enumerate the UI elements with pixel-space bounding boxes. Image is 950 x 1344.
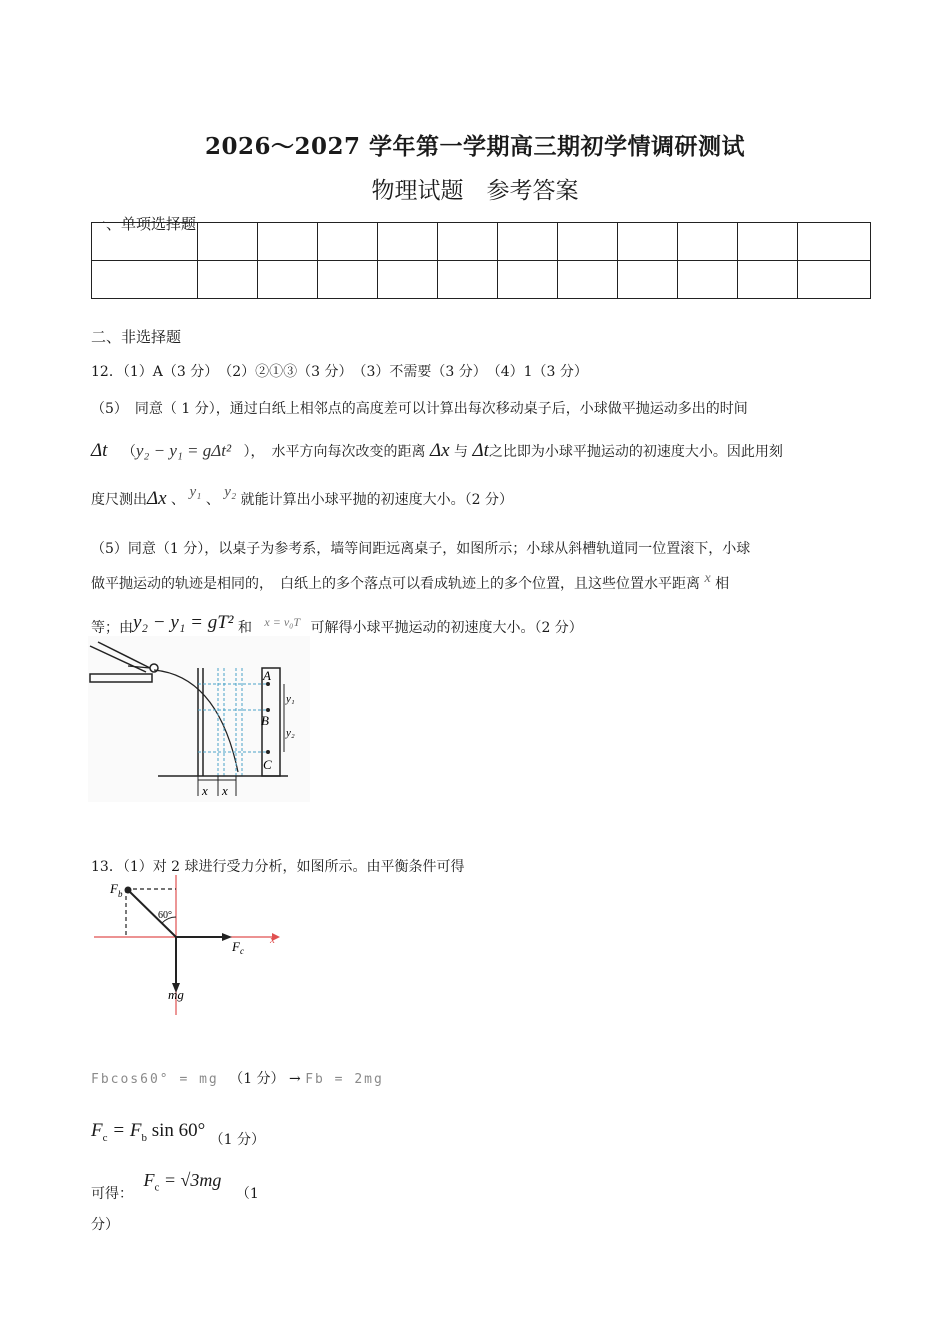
answer-cell [678, 223, 738, 261]
q13-eq3 [91, 1170, 259, 1202]
answer-cell [92, 261, 198, 299]
answer-cell [798, 261, 871, 299]
mg-label: mg [168, 987, 184, 1002]
equation-fc-root3-mg: $F_c = √3mg$ [143, 1170, 222, 1194]
section1-heading: 一、单项选择题 [91, 215, 197, 233]
equation-gT2: y₂ − y₁ = gT² [133, 612, 234, 633]
answer-cell [438, 223, 498, 261]
q12-line1: 12．（1）A（3 分） （2）②①③（3 分） （3）不需要（3 分） （4）1（3 分） [91, 364, 588, 380]
q12-line3-and: 与 [454, 444, 468, 460]
page-subtitle: 物理试题 参考答案 [371, 178, 579, 204]
answer-cell [318, 261, 378, 299]
q12-line3-end: 之比即为小球平抛运动的初速度大小。因此用刻 [488, 444, 783, 460]
q12-line6 [91, 573, 729, 593]
answer-cell [558, 223, 618, 261]
label-x2: x [222, 783, 228, 798]
fb-arrow-head [125, 887, 132, 894]
score-1pt-b: 分） [91, 1217, 119, 1233]
answer-cell [438, 261, 498, 299]
equation-x-v0T: x = v₀T [264, 615, 300, 629]
answer-grid-row [92, 261, 871, 299]
label-b: B [261, 713, 269, 728]
answer-cell [798, 223, 871, 261]
answer-cell [618, 261, 678, 299]
force-diagram [92, 873, 288, 1019]
fc-label: $F_c$ [232, 939, 244, 956]
separator: 、 [205, 492, 220, 508]
paren-open: （ [121, 444, 136, 460]
x-axis-label: x [270, 934, 275, 946]
score-1pt: （1 分） [209, 1132, 266, 1148]
q13-line1: 13．（1）对 2 球进行受力分析，如图所示。由平衡条件可得 [91, 859, 465, 875]
q12-line2: （5） 同意（ 1 分），通过白纸上相邻点的高度差可以计算出每次移动桌子后，小球做平抛运动多出的时间 [91, 401, 748, 417]
answer-cell [378, 223, 438, 261]
answer-cell [618, 223, 678, 261]
q12-line3 [91, 440, 783, 462]
q12-line7-and: 和 [237, 620, 252, 636]
equation-fc-fb-sin60: $F_c = F_b$ sin 60° [91, 1120, 206, 1144]
answer-cell [198, 261, 258, 299]
answer-cell [738, 261, 798, 299]
delta-t-symbol: Δt [91, 440, 108, 461]
answer-cell [258, 223, 318, 261]
section2-heading: 二、非选择题 [91, 328, 182, 346]
label-c: C [263, 757, 272, 772]
result-label: 可得： [91, 1186, 133, 1202]
answer-cell [198, 223, 258, 261]
page-title: 2026～2027 学年第一学期高三期初学情调研测试 [204, 133, 746, 160]
fc-arrow-head [222, 933, 232, 941]
answer-cell [378, 261, 438, 299]
q12-line6-start: 做平抛运动的轨迹是相同的， 白纸上的多个落点可以看成轨迹上的多个位置，且这些位置水平距离 [91, 576, 700, 592]
answer-cell [678, 261, 738, 299]
point-b [266, 708, 270, 712]
answer-cell [738, 223, 798, 261]
equation-y2-y1: y₂ − y₁ = gΔt² [135, 441, 232, 460]
equation-fb-2mg: Fb = 2mg [305, 1072, 384, 1087]
answer-grid [91, 222, 871, 299]
label-y2: y₂ [286, 727, 295, 739]
score-1pt-a: （1 [235, 1186, 259, 1202]
angle-label: 60° [158, 910, 172, 921]
label-y1: y₁ [286, 693, 295, 705]
answer-cell [92, 223, 198, 261]
q13-eq1 [91, 1068, 384, 1088]
q12-line4 [91, 484, 513, 510]
label-x1: x [202, 783, 208, 798]
answer-cell [318, 223, 378, 261]
answer-cell [558, 261, 618, 299]
equation-fb-cos60: Fbcos60° = mg [91, 1072, 219, 1087]
q12-line7-end: 可解得小球平抛运动的初速度大小。（2 分） [310, 620, 583, 636]
q12-line4-end: 就能计算出小球平抛的初速度大小。（2 分） [240, 492, 513, 508]
point-c [266, 750, 270, 754]
y2-symbol: y₂ [224, 484, 237, 500]
fb-label: $F_b$ [110, 881, 123, 899]
q13-eq2 [91, 1120, 266, 1148]
label-a: A [263, 668, 271, 683]
delta-x-symbol-2: Δx [147, 488, 167, 509]
q12-line7-start: 等；由 [91, 620, 133, 636]
y1-symbol: y₁ [189, 484, 202, 500]
q12-line7 [91, 612, 583, 638]
q12-line3-mid: ）， 水平方向每次改变的距离 [243, 444, 426, 460]
delta-x-symbol: Δx [429, 440, 450, 461]
score-1pt: （1 分） [229, 1071, 285, 1087]
answer-grid-row [92, 223, 871, 261]
q12-line5: （5）同意（1 分），以桌子为参考系，墙等间距远离桌子，如图所示；小球从斜槽轨道同一位置滚下，小球 [91, 541, 751, 557]
x-symbol: x [704, 571, 711, 586]
answer-cell [498, 261, 558, 299]
q12-line4-start: 度尺测出 [91, 492, 147, 508]
q12-line6-end: 相 [715, 576, 730, 592]
answer-cell [498, 223, 558, 261]
projectile-figure [88, 636, 310, 802]
delta-t-symbol-2: Δt [472, 440, 489, 461]
answer-cell [258, 261, 318, 299]
separator: 、 [171, 492, 186, 508]
arrow: → [289, 1071, 301, 1087]
